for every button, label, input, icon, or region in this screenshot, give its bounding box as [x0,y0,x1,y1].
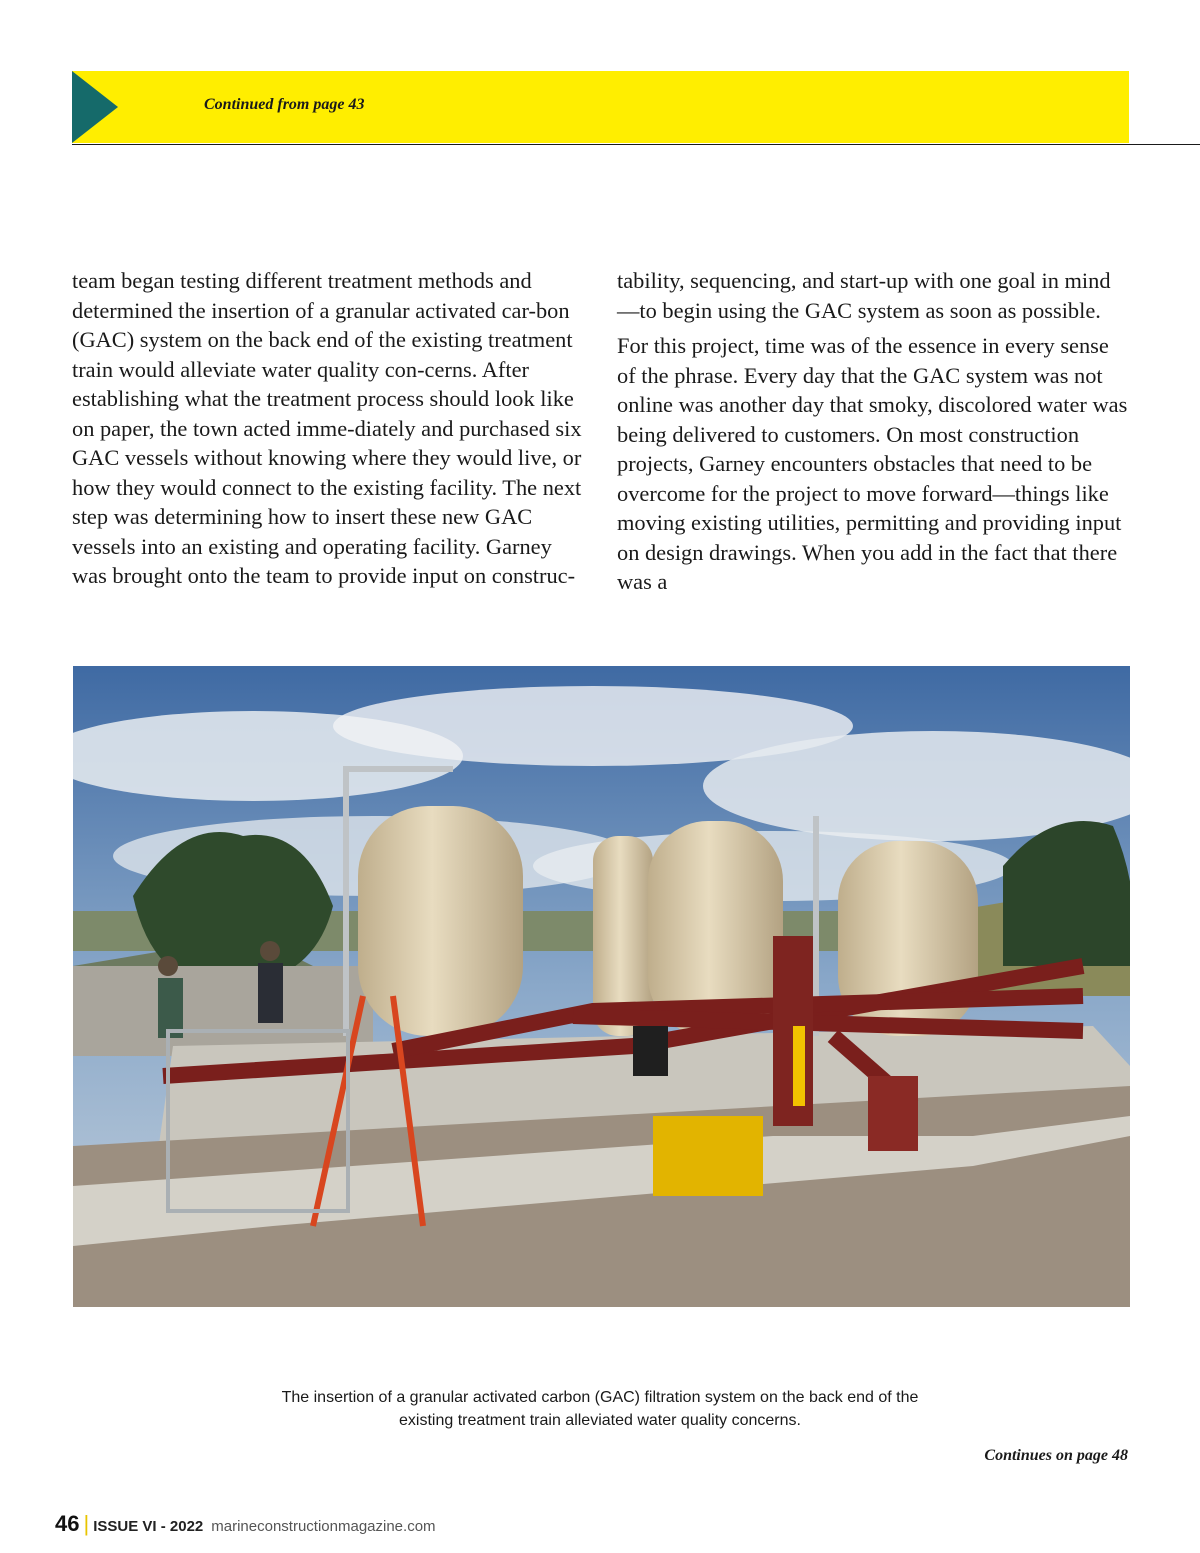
article-paragraph: tability, sequencing, and start-up with one goal in mind—to begin using the GAC system as soon as possible. [617,268,1111,323]
article-column-left [72,266,584,597]
website-link[interactable]: marineconstructionmagazine.com [211,1518,436,1535]
photo-caption [200,1386,1000,1432]
continues-on-label: Continues on page 48 [984,1447,1128,1464]
issue-label: ISSUE VI - 2022 [93,1518,204,1535]
caption-line: existing treatment train alleviated water quality concerns. [399,1412,801,1429]
page-number: 46 [55,1511,80,1536]
page-footer [55,1511,436,1541]
article-paragraph: team began testing different treatment methods and determined the insertion of a granular activated car-bon (GAC) system on the back end of the existing treatment train would alleviate water quality con-cerns. After establishing what the treatment process should look like on paper, the town acted imme-diately and purchased six GAC vessels without knowing where they would live, or how they would connect to the existing facility. The next step was determining how to insert these new GAC vessels into an existing and operating facility. Garney was brought onto the team to provide input on construc- [72,268,582,588]
banner-arrow-icon [72,71,118,143]
footer-separator: | [83,1511,90,1536]
article-paragraph: For this project, time was of the essence in every sense of the phrase. Every day that the GAC system was not online was another day that smoky, discolored water was being delivered to customers. On most construction projects, Garney encounters obstacles that need to be overcome for the project to move forward—things like moving existing utilities, permitting and providing input on design drawings. When you add in the fact that there was a [617,333,1128,594]
gac-facility-photo [73,666,1130,1307]
header-rule [72,144,1200,145]
caption-line: The insertion of a granular activated carbon (GAC) filtration system on the back end of the [281,1389,919,1406]
article-column-right [617,266,1129,603]
continued-from-label: Continued from page 43 [204,96,365,113]
